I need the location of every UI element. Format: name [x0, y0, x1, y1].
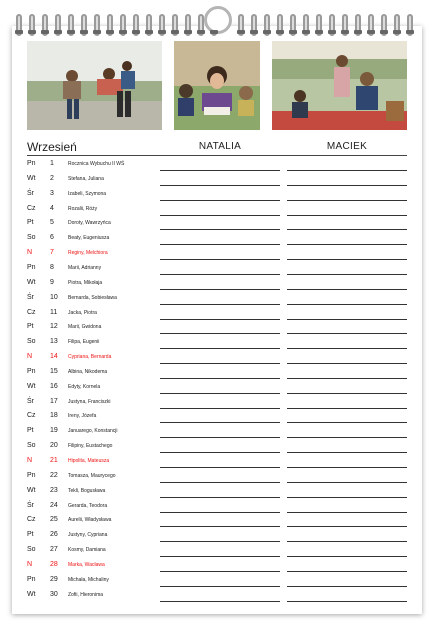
day-row	[0, 335, 435, 350]
writing-line-maciek[interactable]	[287, 512, 407, 513]
name-day-label: Tekli, Bogusława	[68, 487, 106, 494]
writing-line-natalia[interactable]	[160, 215, 280, 216]
binding-hole	[393, 30, 401, 34]
day-number: 30	[50, 590, 58, 598]
writing-line-natalia[interactable]	[160, 378, 280, 379]
day-row	[0, 395, 435, 410]
binding-hole	[80, 30, 88, 34]
writing-line-maciek[interactable]	[287, 289, 407, 290]
day-row	[0, 261, 435, 276]
name-day-label: Marii, Adrianny	[68, 264, 102, 271]
day-row	[0, 588, 435, 603]
weekday-label: Pn	[27, 471, 36, 479]
day-row	[0, 157, 435, 172]
day-number: 5	[50, 219, 54, 227]
day-number: 15	[50, 367, 58, 375]
photo-couple-piggyback	[27, 41, 162, 130]
day-number: 17	[50, 397, 58, 405]
writing-line-natalia[interactable]	[160, 467, 280, 468]
day-row	[0, 306, 435, 321]
name-day-label: Justyna, Franciszki	[68, 398, 111, 405]
name-day-label: Tomasza, Maurycego	[68, 472, 116, 479]
day-row	[0, 216, 435, 231]
writing-line-maciek[interactable]	[287, 170, 407, 171]
writing-line-maciek[interactable]	[287, 586, 407, 587]
day-row	[0, 558, 435, 573]
weekday-label: N	[27, 353, 33, 361]
writing-line-maciek[interactable]	[287, 200, 407, 201]
weekday-label: Wt	[27, 382, 36, 390]
name-day-label: Filipiny, Eustachego	[68, 443, 113, 450]
writing-line-natalia[interactable]	[160, 304, 280, 305]
day-number: 1	[50, 160, 54, 167]
writing-line-maciek[interactable]	[287, 304, 407, 305]
binding-hole	[302, 30, 310, 34]
weekday-label: Pn	[27, 367, 36, 375]
binding-hole	[41, 30, 49, 34]
day-row	[0, 202, 435, 217]
day-number: 20	[50, 442, 58, 450]
writing-line-maciek[interactable]	[287, 497, 407, 498]
day-number: 23	[50, 486, 58, 494]
writing-line-maciek[interactable]	[287, 467, 407, 468]
writing-line-natalia[interactable]	[160, 229, 280, 230]
day-row	[0, 484, 435, 499]
writing-line-maciek[interactable]	[287, 541, 407, 542]
writing-line-maciek[interactable]	[287, 556, 407, 557]
weekday-label: Wt	[27, 278, 36, 286]
writing-line-natalia[interactable]	[160, 319, 280, 320]
writing-line-maciek[interactable]	[287, 363, 407, 364]
name-day-label: Zofii, Hieronima	[68, 591, 104, 598]
binding-hole	[380, 30, 388, 34]
writing-line-natalia[interactable]	[160, 452, 280, 453]
writing-line-maciek[interactable]	[287, 333, 407, 334]
writing-line-maciek[interactable]	[287, 571, 407, 572]
day-number: 14	[50, 353, 58, 361]
writing-line-natalia[interactable]	[160, 185, 280, 186]
writing-line-natalia[interactable]	[160, 408, 280, 409]
day-row	[0, 513, 435, 528]
binding-hole	[276, 30, 284, 34]
weekday-label: So	[27, 442, 36, 450]
binding-hole	[184, 30, 192, 34]
writing-line-natalia[interactable]	[160, 348, 280, 349]
day-number: 6	[50, 234, 54, 242]
hanger-hook	[204, 6, 232, 34]
writing-line-maciek[interactable]	[287, 259, 407, 260]
weekday-label: Pn	[27, 575, 36, 583]
day-number: 4	[50, 204, 54, 212]
weekday-label: Śr	[27, 397, 34, 405]
name-day-label: Justyny, Cypriana	[68, 532, 108, 539]
writing-line-natalia[interactable]	[160, 274, 280, 275]
weekday-label: Pn	[27, 160, 36, 167]
writing-line-natalia[interactable]	[160, 526, 280, 527]
weekday-label: Pt	[27, 427, 34, 435]
name-day-label: Aurelii, Władysława	[68, 517, 112, 524]
name-day-label: Jacka, Piotra	[68, 309, 97, 316]
writing-line-maciek[interactable]	[287, 422, 407, 423]
day-number: 19	[50, 427, 58, 435]
day-row	[0, 543, 435, 558]
writing-line-natalia[interactable]	[160, 541, 280, 542]
writing-line-maciek[interactable]	[287, 319, 407, 320]
writing-line-maciek[interactable]	[287, 482, 407, 483]
binding-hole	[54, 30, 62, 34]
day-row	[0, 246, 435, 261]
binding-hole	[197, 30, 205, 34]
name-day-label: Filipa, Eugenii	[68, 339, 100, 346]
day-number: 13	[50, 338, 58, 346]
name-day-label: Marii, Gwidona	[68, 324, 102, 331]
weekday-label: So	[27, 338, 36, 346]
name-day-label: Hipolita, Mateusza	[68, 458, 110, 464]
name-day-label: Marka, Wacława	[68, 561, 105, 568]
header-divider	[27, 155, 407, 156]
binding-hole	[328, 30, 336, 34]
day-number: 11	[50, 308, 58, 316]
day-number: 9	[50, 278, 54, 286]
writing-line-maciek[interactable]	[287, 378, 407, 379]
writing-line-natalia[interactable]	[160, 556, 280, 557]
name-day-label: Stefana, Juliana	[68, 175, 104, 182]
weekday-label: So	[27, 234, 36, 242]
writing-line-natalia[interactable]	[160, 200, 280, 201]
weekday-label: Śr	[27, 501, 34, 509]
day-number: 27	[50, 546, 58, 554]
day-number: 10	[50, 293, 58, 301]
writing-line-maciek[interactable]	[287, 437, 407, 438]
name-day-label: Reginy, Melchiora	[68, 250, 108, 257]
name-day-label: Kosmy, Damiana	[68, 547, 106, 554]
binding-hole	[15, 30, 23, 34]
day-row	[0, 291, 435, 306]
day-number: 2	[50, 174, 54, 182]
writing-line-maciek[interactable]	[287, 393, 407, 394]
writing-line-natalia[interactable]	[160, 333, 280, 334]
name-day-label: Januarego, Konstancji	[68, 428, 118, 435]
day-number: 16	[50, 382, 58, 390]
binding-hole	[119, 30, 127, 34]
weekday-label: So	[27, 546, 36, 554]
weekday-label: Śr	[27, 293, 34, 301]
day-number: 24	[50, 501, 58, 509]
writing-line-maciek[interactable]	[287, 408, 407, 409]
writing-line-natalia[interactable]	[160, 601, 280, 602]
day-row	[0, 350, 435, 365]
day-row	[0, 454, 435, 469]
day-number: 21	[50, 457, 58, 464]
day-row	[0, 365, 435, 380]
binding-hole	[289, 30, 297, 34]
writing-line-maciek[interactable]	[287, 185, 407, 186]
binding-hole	[145, 30, 153, 34]
name-day-label: Piotra, Mikołaja	[68, 279, 103, 286]
day-number: 18	[50, 412, 58, 420]
writing-line-natalia[interactable]	[160, 289, 280, 290]
day-number: 3	[50, 189, 54, 197]
writing-line-natalia[interactable]	[160, 586, 280, 587]
binding-hole	[210, 30, 218, 34]
binding-hole	[28, 30, 36, 34]
writing-line-natalia[interactable]	[160, 244, 280, 245]
day-row	[0, 320, 435, 335]
month-title: Wrzesień	[27, 140, 77, 154]
day-number: 25	[50, 516, 58, 524]
binding-hole	[132, 30, 140, 34]
writing-line-maciek[interactable]	[287, 215, 407, 216]
weekday-label: Wt	[27, 590, 36, 598]
binding-hole	[250, 30, 258, 34]
writing-line-maciek[interactable]	[287, 348, 407, 349]
binding-hole	[315, 30, 323, 34]
name-day-label: Albina, Nikodema	[68, 368, 108, 375]
binding-hole	[354, 30, 362, 34]
day-row	[0, 231, 435, 246]
day-row	[0, 172, 435, 187]
day-row	[0, 499, 435, 514]
name-day-label: Ireny, Józefa	[68, 413, 97, 420]
writing-line-natalia[interactable]	[160, 482, 280, 483]
name-day-label: Edyty, Kornela	[68, 383, 101, 390]
weekday-label: Cz	[27, 412, 36, 420]
name-day-label: Gerarda, Teodora	[68, 502, 108, 509]
weekday-label: Wt	[27, 486, 36, 494]
writing-line-natalia[interactable]	[160, 170, 280, 171]
name-day-label: Izabeli, Szymona	[68, 190, 107, 197]
day-row	[0, 424, 435, 439]
weekday-label: Pt	[27, 323, 34, 331]
writing-line-maciek[interactable]	[287, 274, 407, 275]
writing-line-maciek[interactable]	[287, 229, 407, 230]
binding-hole	[93, 30, 101, 34]
writing-line-natalia[interactable]	[160, 363, 280, 364]
writing-line-natalia[interactable]	[160, 393, 280, 394]
weekday-label: N	[27, 249, 33, 257]
weekday-label: Wt	[27, 174, 36, 182]
binding-hole	[67, 30, 75, 34]
weekday-label: Cz	[27, 308, 36, 316]
day-number: 28	[50, 560, 58, 568]
writing-line-natalia[interactable]	[160, 259, 280, 260]
day-row	[0, 528, 435, 543]
day-row	[0, 187, 435, 202]
weekday-label: N	[27, 560, 33, 568]
day-row	[0, 573, 435, 588]
day-row	[0, 409, 435, 424]
photo-family-picnic	[272, 41, 407, 130]
photo-mother-children-reading	[174, 41, 260, 130]
day-row	[0, 380, 435, 395]
day-row	[0, 439, 435, 454]
day-number: 7	[50, 249, 54, 257]
writing-line-natalia[interactable]	[160, 571, 280, 572]
name-day-label: Beaty, Eugeniusza	[68, 235, 110, 242]
writing-line-maciek[interactable]	[287, 601, 407, 602]
name-day-label: Michała, Michaliny	[68, 576, 109, 583]
weekday-label: Cz	[27, 516, 36, 524]
writing-line-natalia[interactable]	[160, 422, 280, 423]
writing-line-maciek[interactable]	[287, 244, 407, 245]
day-number: 12	[50, 323, 58, 331]
writing-line-maciek[interactable]	[287, 452, 407, 453]
weekday-label: Pt	[27, 531, 34, 539]
day-row	[0, 469, 435, 484]
name-day-label: Doroty, Wawrzyńca	[68, 220, 111, 227]
binding-hole	[171, 30, 179, 34]
binding-hole	[367, 30, 375, 34]
binding-hole	[106, 30, 114, 34]
name-day-label: Cypriana, Bernarda	[68, 354, 112, 361]
binding-hole	[158, 30, 166, 34]
column-header-natalia: NATALIA	[198, 141, 242, 152]
binding-hole	[237, 30, 245, 34]
name-day-label: Rozalii, Róży	[68, 205, 98, 212]
day-number: 29	[50, 575, 58, 583]
binding-hole	[341, 30, 349, 34]
binding-hole	[406, 30, 414, 34]
day-number: 8	[50, 263, 54, 271]
writing-line-natalia[interactable]	[160, 512, 280, 513]
weekday-label: Pt	[27, 219, 34, 227]
weekday-label: Cz	[27, 204, 36, 212]
writing-line-maciek[interactable]	[287, 526, 407, 527]
writing-line-natalia[interactable]	[160, 497, 280, 498]
writing-line-natalia[interactable]	[160, 437, 280, 438]
day-number: 22	[50, 471, 58, 479]
weekday-label: Pn	[27, 263, 36, 271]
day-number: 26	[50, 531, 58, 539]
binding-hole	[263, 30, 271, 34]
name-day-label: Bernarda, Sobiesława	[68, 294, 117, 301]
weekday-label: N	[27, 457, 33, 464]
column-header-maciek: MACIEK	[326, 141, 368, 152]
day-row	[0, 276, 435, 291]
weekday-label: Śr	[27, 189, 34, 197]
name-day-label: Rocznica Wybuchu II WŚ	[68, 161, 125, 167]
